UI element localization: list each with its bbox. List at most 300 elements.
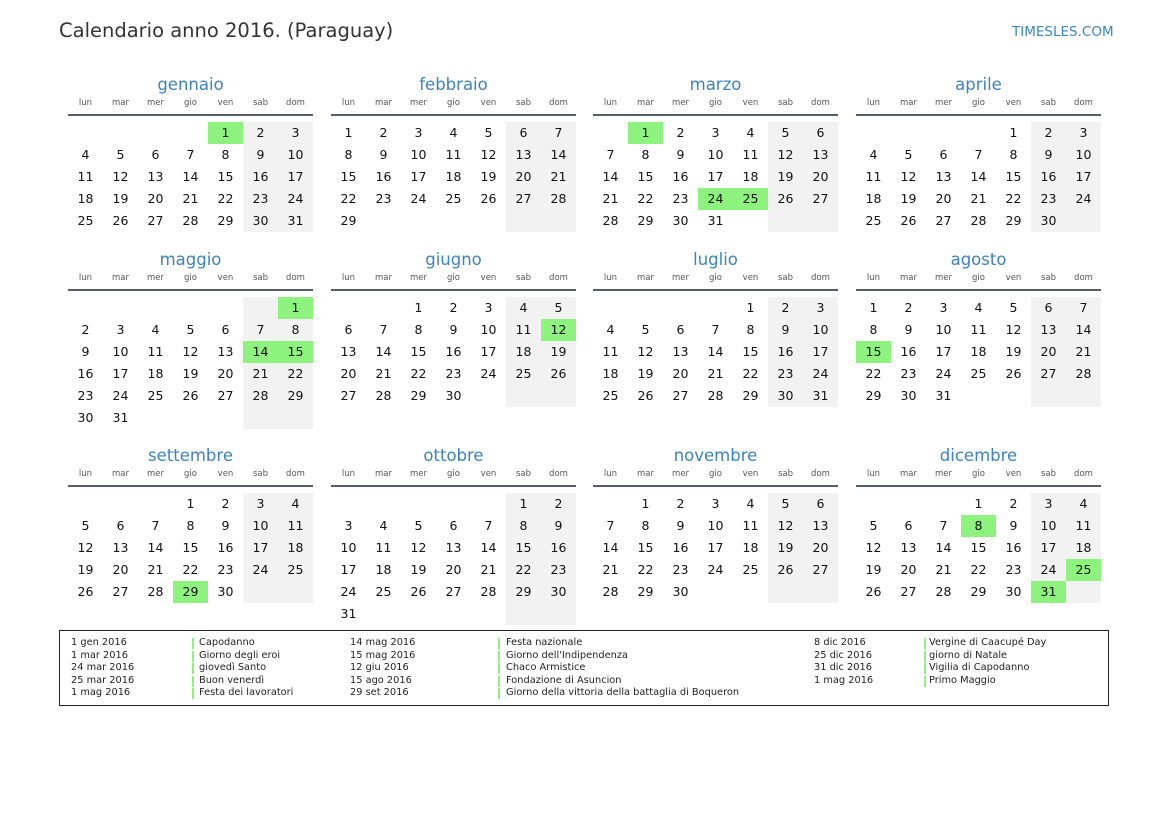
day-cell: 17 bbox=[480, 344, 497, 359]
day-cell: 23 bbox=[252, 191, 269, 206]
day-cell: 3 bbox=[816, 300, 825, 315]
day-cell: 16 bbox=[672, 540, 689, 555]
month-dicembre bbox=[856, 445, 1101, 619]
day-cell: 15 bbox=[637, 169, 654, 184]
day-cell: 1 bbox=[186, 496, 195, 511]
month-name: febbraio bbox=[419, 75, 488, 94]
day-cell: 22 bbox=[217, 191, 234, 206]
day-cell: 16 bbox=[1040, 169, 1057, 184]
day-cell: 8 bbox=[414, 322, 423, 337]
day-grid bbox=[331, 291, 576, 423]
weekday-label: ven bbox=[217, 273, 234, 283]
weekday-label: lun bbox=[341, 273, 356, 283]
day-cell: 10 bbox=[812, 322, 829, 337]
day-cell: 6 bbox=[221, 322, 230, 337]
day-cell: 15 bbox=[742, 344, 759, 359]
day-cell: 18 bbox=[445, 169, 462, 184]
weekday-label: mar bbox=[637, 273, 654, 283]
day-cell: 3 bbox=[291, 125, 300, 140]
weekday-label: sab bbox=[1040, 469, 1057, 479]
day-cell: 30 bbox=[672, 213, 689, 228]
holiday-day-cell: 1 bbox=[628, 122, 663, 144]
holiday-color-bar bbox=[924, 663, 926, 674]
weekday-header bbox=[856, 273, 1101, 291]
weekday-label: sab bbox=[252, 273, 269, 283]
weekday-label: gio bbox=[972, 469, 985, 479]
month-gennaio bbox=[68, 74, 313, 248]
legend-date: 1 mag 2016 bbox=[814, 674, 874, 686]
day-cell: 3 bbox=[116, 322, 125, 337]
weekday-label: mar bbox=[112, 273, 129, 283]
weekday-header bbox=[856, 98, 1101, 116]
holiday-day-cell: 12 bbox=[541, 319, 576, 341]
day-cell: 23 bbox=[672, 562, 689, 577]
day-cell: 13 bbox=[672, 344, 689, 359]
day-cell: 13 bbox=[812, 518, 829, 533]
day-cell: 3 bbox=[1044, 496, 1053, 511]
site-link[interactable]: TIMESLES.COM bbox=[1012, 24, 1114, 40]
day-cell: 5 bbox=[414, 518, 423, 533]
day-cell: 4 bbox=[606, 322, 615, 337]
day-cell: 2 bbox=[81, 322, 90, 337]
holiday-day-cell: 29 bbox=[173, 581, 208, 603]
day-cell: 26 bbox=[550, 366, 567, 381]
day-cell: 18 bbox=[742, 169, 759, 184]
holiday-color-bar bbox=[192, 676, 194, 687]
day-cell: 20 bbox=[217, 366, 234, 381]
day-cell: 4 bbox=[81, 147, 90, 162]
day-cell: 2 bbox=[1009, 496, 1018, 511]
day-cell: 22 bbox=[865, 366, 882, 381]
day-cell: 6 bbox=[816, 125, 825, 140]
weekday-label: mer bbox=[934, 469, 952, 479]
day-cell: 20 bbox=[1040, 344, 1057, 359]
weekday-header bbox=[593, 469, 838, 487]
day-cell: 28 bbox=[375, 388, 392, 403]
day-cell: 13 bbox=[812, 147, 829, 162]
day-cell: 12 bbox=[1005, 322, 1022, 337]
weekday-label: gio bbox=[184, 469, 197, 479]
weekday-label: gio bbox=[709, 98, 722, 108]
weekday-label: ven bbox=[742, 273, 759, 283]
day-cell: 5 bbox=[781, 125, 790, 140]
legend-holiday-name: Buon venerdì bbox=[199, 674, 265, 686]
day-cell: 14 bbox=[602, 540, 619, 555]
day-cell: 6 bbox=[151, 147, 160, 162]
day-cell: 19 bbox=[777, 169, 794, 184]
day-grid bbox=[856, 291, 1101, 423]
holiday-day-cell: 1 bbox=[208, 122, 243, 144]
weekday-header bbox=[68, 469, 313, 487]
day-cell: 29 bbox=[970, 584, 987, 599]
day-cell: 8 bbox=[221, 147, 230, 162]
legend-date: 14 mag 2016 bbox=[350, 637, 416, 648]
day-cell: 3 bbox=[484, 300, 493, 315]
month-name: luglio bbox=[693, 250, 738, 269]
day-cell: 10 bbox=[1040, 518, 1057, 533]
day-cell: 9 bbox=[379, 147, 388, 162]
holiday-legend bbox=[59, 630, 1109, 706]
holiday-color-bar bbox=[192, 651, 194, 662]
day-cell: 15 bbox=[340, 169, 357, 184]
weekday-label: ven bbox=[742, 98, 759, 108]
holiday-day-cell: 15 bbox=[856, 341, 891, 363]
day-cell: 14 bbox=[970, 169, 987, 184]
day-cell: 8 bbox=[869, 322, 878, 337]
holiday-color-bar bbox=[498, 638, 500, 649]
day-cell: 16 bbox=[252, 169, 269, 184]
day-cell: 13 bbox=[112, 540, 129, 555]
day-cell: 2 bbox=[676, 496, 685, 511]
day-cell: 21 bbox=[935, 562, 952, 577]
day-cell: 11 bbox=[515, 322, 532, 337]
weekday-label: ven bbox=[480, 98, 497, 108]
day-cell: 20 bbox=[112, 562, 129, 577]
day-cell: 31 bbox=[340, 606, 357, 621]
day-cell: 7 bbox=[606, 147, 615, 162]
day-cell: 25 bbox=[147, 388, 164, 403]
day-cell: 9 bbox=[676, 147, 685, 162]
weekday-label: mer bbox=[146, 469, 164, 479]
day-cell: 23 bbox=[777, 366, 794, 381]
day-cell: 11 bbox=[147, 344, 164, 359]
legend-date: 29 set 2016 bbox=[350, 687, 409, 698]
day-cell: 18 bbox=[1075, 540, 1092, 555]
day-cell: 24 bbox=[480, 366, 497, 381]
day-cell: 18 bbox=[287, 540, 304, 555]
day-cell: 20 bbox=[515, 169, 532, 184]
day-cell: 7 bbox=[711, 322, 720, 337]
day-cell: 31 bbox=[707, 213, 724, 228]
day-cell: 26 bbox=[637, 388, 654, 403]
weekday-header bbox=[68, 273, 313, 291]
day-cell: 13 bbox=[1040, 322, 1057, 337]
day-cell: 4 bbox=[746, 496, 755, 511]
legend-holiday-name: Festa dei lavoratori bbox=[199, 687, 294, 698]
day-cell: 27 bbox=[147, 213, 164, 228]
month-novembre bbox=[593, 445, 838, 619]
month-ottobre bbox=[331, 445, 576, 619]
weekday-label: gio bbox=[709, 273, 722, 283]
day-cell: 26 bbox=[182, 388, 199, 403]
day-cell: 11 bbox=[742, 518, 759, 533]
weekday-label: sab bbox=[515, 98, 532, 108]
day-cell: 26 bbox=[1005, 366, 1022, 381]
weekday-label: ven bbox=[1005, 98, 1022, 108]
holiday-day-cell: 24 bbox=[698, 188, 733, 210]
day-cell: 13 bbox=[515, 147, 532, 162]
legend-date: 15 mag 2016 bbox=[350, 649, 416, 661]
weekday-label: mer bbox=[146, 98, 164, 108]
day-cell: 30 bbox=[217, 584, 234, 599]
weekday-label: sab bbox=[252, 469, 269, 479]
legend-date: 25 dic 2016 bbox=[814, 649, 872, 661]
legend-holiday-name: Primo Maggio bbox=[929, 674, 996, 686]
day-cell: 30 bbox=[550, 584, 567, 599]
day-cell: 5 bbox=[554, 300, 563, 315]
day-cell: 28 bbox=[252, 388, 269, 403]
day-cell: 30 bbox=[777, 388, 794, 403]
month-agosto bbox=[856, 249, 1101, 423]
day-cell: 30 bbox=[1005, 584, 1022, 599]
day-cell: 17 bbox=[935, 344, 952, 359]
day-cell: 25 bbox=[742, 562, 759, 577]
weekday-label: mer bbox=[146, 273, 164, 283]
month-giugno bbox=[331, 249, 576, 423]
day-cell: 26 bbox=[777, 562, 794, 577]
day-cell: 20 bbox=[812, 169, 829, 184]
day-cell: 23 bbox=[550, 562, 567, 577]
weekday-label: lun bbox=[866, 98, 881, 108]
day-cell: 11 bbox=[287, 518, 304, 533]
day-cell: 30 bbox=[445, 388, 462, 403]
day-cell: 21 bbox=[550, 169, 567, 184]
day-cell: 25 bbox=[970, 366, 987, 381]
weekday-label: lun bbox=[341, 469, 356, 479]
weekday-header bbox=[593, 98, 838, 116]
weekday-label: dom bbox=[549, 98, 568, 108]
day-cell: 9 bbox=[81, 344, 90, 359]
weekday-label: dom bbox=[286, 273, 305, 283]
day-cell: 27 bbox=[445, 584, 462, 599]
day-cell: 17 bbox=[410, 169, 427, 184]
day-cell: 3 bbox=[256, 496, 265, 511]
weekday-label: mar bbox=[375, 469, 392, 479]
day-cell: 18 bbox=[77, 191, 94, 206]
day-cell: 26 bbox=[777, 191, 794, 206]
day-cell: 27 bbox=[112, 584, 129, 599]
weekday-label: ven bbox=[217, 469, 234, 479]
day-cell: 23 bbox=[77, 388, 94, 403]
weekday-label: mer bbox=[934, 98, 952, 108]
day-cell: 30 bbox=[1040, 213, 1057, 228]
legend-holiday-name: Vigilia di Capodanno bbox=[929, 662, 1030, 673]
weekday-label: ven bbox=[480, 469, 497, 479]
weekday-label: mer bbox=[671, 98, 689, 108]
day-cell: 16 bbox=[445, 344, 462, 359]
day-cell: 17 bbox=[707, 540, 724, 555]
day-cell: 27 bbox=[900, 584, 917, 599]
holiday-color-bar bbox=[498, 676, 500, 687]
day-cell: 2 bbox=[221, 496, 230, 511]
day-cell: 18 bbox=[742, 540, 759, 555]
weekday-label: mar bbox=[112, 98, 129, 108]
day-cell: 16 bbox=[77, 366, 94, 381]
day-cell: 16 bbox=[375, 169, 392, 184]
day-cell: 27 bbox=[217, 388, 234, 403]
weekday-label: dom bbox=[1074, 273, 1093, 283]
day-cell: 28 bbox=[935, 584, 952, 599]
weekday-label: lun bbox=[603, 469, 618, 479]
page-title: Calendario anno 2016. (Paraguay) bbox=[59, 19, 394, 42]
day-cell: 12 bbox=[182, 344, 199, 359]
legend-holiday-name: giorno di Natale bbox=[929, 649, 1008, 661]
day-cell: 1 bbox=[974, 496, 983, 511]
legend-date: 8 dic 2016 bbox=[814, 637, 866, 648]
day-cell: 24 bbox=[287, 191, 304, 206]
day-cell: 6 bbox=[676, 322, 685, 337]
day-cell: 12 bbox=[900, 169, 917, 184]
day-cell: 21 bbox=[252, 366, 269, 381]
day-cell: 14 bbox=[935, 540, 952, 555]
day-cell: 14 bbox=[182, 169, 199, 184]
weekday-label: mar bbox=[900, 469, 917, 479]
day-cell: 15 bbox=[637, 540, 654, 555]
day-cell: 14 bbox=[707, 344, 724, 359]
day-cell: 8 bbox=[291, 322, 300, 337]
day-cell: 28 bbox=[602, 584, 619, 599]
day-cell: 4 bbox=[291, 496, 300, 511]
weekday-label: dom bbox=[811, 98, 830, 108]
day-cell: 28 bbox=[550, 191, 567, 206]
weekday-label: mar bbox=[900, 98, 917, 108]
day-cell: 22 bbox=[182, 562, 199, 577]
day-cell: 15 bbox=[182, 540, 199, 555]
day-grid bbox=[68, 116, 313, 248]
day-cell: 7 bbox=[1079, 300, 1088, 315]
weekday-label: sab bbox=[1040, 273, 1057, 283]
day-cell: 10 bbox=[707, 147, 724, 162]
legend-date: 24 mar 2016 bbox=[71, 662, 135, 673]
weekday-label: sab bbox=[777, 98, 794, 108]
day-cell: 6 bbox=[939, 147, 948, 162]
weekday-header bbox=[331, 469, 576, 487]
day-cell: 19 bbox=[480, 169, 497, 184]
day-cell: 7 bbox=[974, 147, 983, 162]
day-cell: 7 bbox=[484, 518, 493, 533]
day-cell: 1 bbox=[746, 300, 755, 315]
day-cell: 5 bbox=[81, 518, 90, 533]
day-cell: 6 bbox=[816, 496, 825, 511]
day-cell: 30 bbox=[900, 388, 917, 403]
day-cell: 16 bbox=[550, 540, 567, 555]
day-cell: 8 bbox=[641, 147, 650, 162]
day-cell: 29 bbox=[217, 213, 234, 228]
holiday-color-bar bbox=[498, 663, 500, 674]
day-cell: 26 bbox=[865, 584, 882, 599]
legend-holiday-name: Chaco Armistice bbox=[506, 662, 586, 673]
legend-date: 1 mar 2016 bbox=[71, 649, 128, 661]
holiday-color-bar bbox=[498, 688, 500, 699]
day-cell: 2 bbox=[676, 125, 685, 140]
day-cell: 1 bbox=[1009, 125, 1018, 140]
day-cell: 26 bbox=[77, 584, 94, 599]
day-cell: 20 bbox=[147, 191, 164, 206]
weekday-label: dom bbox=[286, 469, 305, 479]
weekday-label: ven bbox=[742, 469, 759, 479]
day-cell: 19 bbox=[1005, 344, 1022, 359]
day-cell: 24 bbox=[1075, 191, 1092, 206]
day-cell: 27 bbox=[672, 388, 689, 403]
day-cell: 13 bbox=[900, 540, 917, 555]
day-cell: 5 bbox=[1009, 300, 1018, 315]
weekday-label: sab bbox=[777, 273, 794, 283]
day-cell: 29 bbox=[515, 584, 532, 599]
weekday-label: ven bbox=[217, 98, 234, 108]
legend-holiday-name: Capodanno bbox=[199, 637, 255, 648]
day-cell: 24 bbox=[812, 366, 829, 381]
day-cell: 27 bbox=[812, 562, 829, 577]
day-grid bbox=[856, 487, 1101, 619]
day-cell: 4 bbox=[151, 322, 160, 337]
day-cell: 5 bbox=[116, 147, 125, 162]
day-cell: 29 bbox=[340, 213, 357, 228]
legend-holiday-name: Vergine di Caacupé Day bbox=[929, 637, 1047, 648]
weekday-label: mar bbox=[375, 273, 392, 283]
day-cell: 27 bbox=[935, 213, 952, 228]
weekday-label: ven bbox=[480, 273, 497, 283]
day-cell: 27 bbox=[812, 191, 829, 206]
day-cell: 25 bbox=[375, 584, 392, 599]
day-cell: 24 bbox=[935, 366, 952, 381]
day-cell: 23 bbox=[900, 366, 917, 381]
day-cell: 19 bbox=[777, 540, 794, 555]
day-cell: 2 bbox=[379, 125, 388, 140]
day-cell: 9 bbox=[1009, 518, 1018, 533]
day-cell: 28 bbox=[602, 213, 619, 228]
day-cell: 16 bbox=[217, 540, 234, 555]
day-cell: 9 bbox=[449, 322, 458, 337]
weekday-label: mer bbox=[409, 273, 427, 283]
legend-holiday-name: Giorno degli eroi bbox=[199, 649, 281, 661]
weekday-label: mer bbox=[671, 273, 689, 283]
day-cell: 26 bbox=[480, 191, 497, 206]
day-cell: 9 bbox=[904, 322, 913, 337]
day-cell: 8 bbox=[746, 322, 755, 337]
day-cell: 8 bbox=[519, 518, 528, 533]
day-cell: 3 bbox=[344, 518, 353, 533]
month-maggio bbox=[68, 249, 313, 423]
legend-holiday-name: Fondazione di Asuncion bbox=[506, 674, 622, 686]
day-cell: 23 bbox=[1005, 562, 1022, 577]
weekday-label: mer bbox=[409, 98, 427, 108]
weekday-label: ven bbox=[1005, 469, 1022, 479]
day-cell: 2 bbox=[904, 300, 913, 315]
day-cell: 20 bbox=[340, 366, 357, 381]
day-cell: 29 bbox=[287, 388, 304, 403]
day-cell: 13 bbox=[217, 344, 234, 359]
legend-date: 1 mag 2016 bbox=[71, 687, 131, 698]
day-cell: 31 bbox=[935, 388, 952, 403]
day-cell: 29 bbox=[637, 584, 654, 599]
month-name: novembre bbox=[673, 446, 758, 465]
day-cell: 19 bbox=[410, 562, 427, 577]
legend-date: 12 giu 2016 bbox=[350, 662, 409, 673]
day-cell: 1 bbox=[414, 300, 423, 315]
day-cell: 5 bbox=[781, 496, 790, 511]
day-cell: 16 bbox=[900, 344, 917, 359]
day-cell: 11 bbox=[77, 169, 94, 184]
day-cell: 24 bbox=[707, 562, 724, 577]
day-cell: 7 bbox=[151, 518, 160, 533]
day-cell: 1 bbox=[869, 300, 878, 315]
day-cell: 17 bbox=[112, 366, 129, 381]
day-cell: 15 bbox=[1005, 169, 1022, 184]
day-cell: 5 bbox=[641, 322, 650, 337]
day-cell: 3 bbox=[414, 125, 423, 140]
day-cell: 23 bbox=[217, 562, 234, 577]
weekday-label: dom bbox=[549, 273, 568, 283]
weekday-label: dom bbox=[286, 98, 305, 108]
day-cell: 7 bbox=[256, 322, 265, 337]
weekday-label: lun bbox=[866, 273, 881, 283]
day-cell: 29 bbox=[742, 388, 759, 403]
day-cell: 21 bbox=[970, 191, 987, 206]
month-luglio bbox=[593, 249, 838, 423]
day-cell: 15 bbox=[515, 540, 532, 555]
weekday-label: lun bbox=[78, 273, 93, 283]
day-cell: 20 bbox=[812, 540, 829, 555]
